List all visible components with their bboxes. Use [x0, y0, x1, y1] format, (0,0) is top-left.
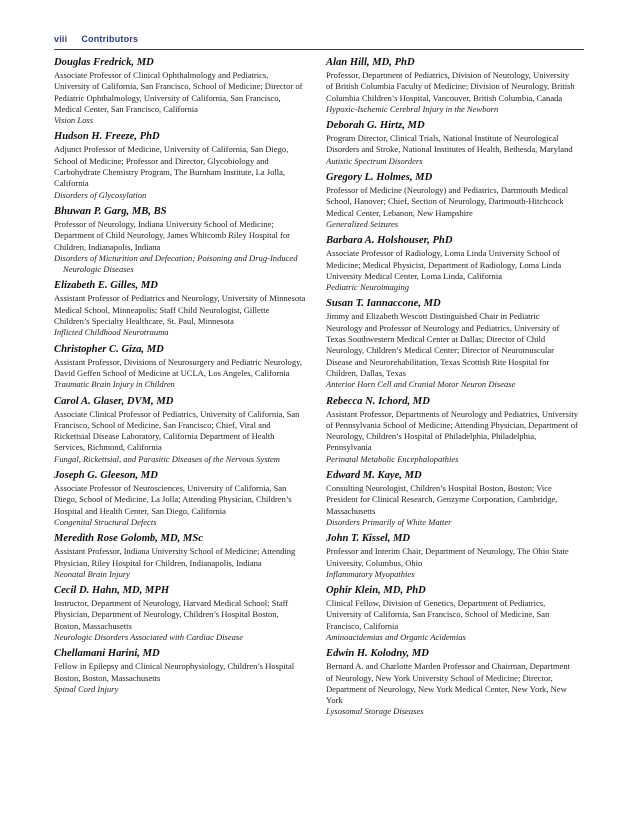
contributor-affiliation: Consulting Neurologist, Children’s Hospital Boston, Boston; Vice President for Clinical Research, Genzyme Corporation, Cambridge, Massachusetts: [326, 483, 558, 516]
contributor-name: Ophir Klein, MD, PhD: [326, 585, 426, 597]
contributor-chapter: Disorders of Glycosylation: [54, 189, 147, 200]
contributor-affiliation: Associate Professor of Radiology, Loma Linda University School of Medicine; Medical Physicist, Department of Radiology, Loma Linda University Medical Center, Loma Linda, California: [326, 248, 562, 281]
contributor-chapter: Inflammatory Myopathies: [326, 568, 415, 579]
contributor-name: Meredith Rose Golomb, MD, MSc: [54, 533, 203, 545]
contributor-chapter: Autistic Spectrum Disorders: [326, 155, 423, 166]
contributor-name: John T. Kissel, MD: [326, 533, 411, 545]
contributor-entry: [54, 56, 306, 126]
contributor-entry: [54, 469, 306, 528]
contributor-name: Cecil D. Hahn, MD, MPH: [54, 585, 170, 597]
contributor-entry: [326, 647, 578, 717]
contributor-entry: [326, 532, 578, 580]
contributor-chapter: Traumatic Brain Injury in Children: [54, 379, 175, 390]
contributor-entry: [326, 584, 578, 643]
contributor-entry: [326, 171, 578, 230]
contributor-chapter: Disorders of Micturition and Defecation; Poisoning and Drug-Induced Neurologic Diseases: [54, 252, 298, 275]
contributor-affiliation: Jimmy and Elizabeth Wescott Distinguished Chair in Pediatric Neurology and Professor of Neurology and Pediatrics, University of Texas Southwestern Medical Center at Dallas; Director of Child Neurology, Children’s Medical Center; Director of Neuromuscular Disease and Neurorehabilitation, Texas Scottish Rite Hospital for Children, Dallas, Texas: [326, 311, 560, 378]
contributor-chapter: Inflicted Childhood Neurotrauma: [54, 327, 169, 338]
contributor-name: Douglas Fredrick, MD: [54, 57, 154, 68]
contributor-chapter: Disorders Primarily of White Matter: [326, 516, 452, 527]
contributor-affiliation: Assistant Professor, Departments of Neurology and Pediatrics, University of Pennsylvania School of Medicine; Attending Physician, Department of Neurology, Children’s Hospital of Philadelphia, Philadelphia, Pennsylvania: [326, 408, 578, 453]
contributor-entry: [326, 395, 578, 465]
contributor-chapter: Generalized Seizures: [326, 218, 399, 229]
contributor-entry: [326, 234, 578, 293]
contributor-name: Hudson H. Freeze, PhD: [54, 131, 160, 143]
contributor-entry: [54, 279, 306, 338]
contributor-name: Joseph G. Gleeson, MD: [54, 470, 158, 482]
contributor-name: Deborah G. Hirtz, MD: [326, 120, 425, 132]
contributor-name: Edwin H. Kolodny, MD: [326, 648, 429, 660]
contributor-affiliation: Assistant Professor of Pediatrics and Neurology, University of Minnesota Medical School, Minneapolis; Staff Child Neurologist, Gillette Children’s Specialty Healthcare, St. Paul, Minnesota: [54, 293, 306, 327]
contributor-affiliation: Professor of Medicine (Neurology) and Pediatrics, Dartmouth Medical School, Hanover; Chief, Section of Neurology, Dartmouth-Hitchcock Medical Center, Lebanon, New Hampshire: [326, 185, 569, 218]
contributor-chapter: Spinal Cord Injury: [54, 683, 119, 694]
contributor-entry: [326, 469, 578, 528]
contributor-entry: [326, 297, 578, 390]
right-column: [326, 56, 578, 722]
contributor-affiliation: Program Director, Clinical Trials, National Institute of Neurological Disorders and Stroke, National Institutes of Health, Bethesda, Maryland: [326, 133, 573, 155]
contributor-entry: [54, 532, 306, 580]
contributor-affiliation: Professor and Interim Chair, Department of Neurology, The Ohio State University, Columbus, Ohio: [326, 546, 569, 568]
contributor-chapter: Neurologic Disorders Associated with Cardiac Disease: [54, 631, 244, 642]
contributor-affiliation: Professor of Neurology, Indiana University School of Medicine; Department of Child Neurology, James Whitcomb Riley Hospital for Children, Indianapolis, Indiana: [54, 218, 290, 252]
contributor-chapter: Neonatal Brain Injury: [54, 568, 130, 579]
contributor-name: Barbara A. Holshouser, PhD: [326, 235, 453, 247]
contributor-chapter: Aminoacidemias and Organic Acidemias: [326, 631, 466, 642]
contributor-affiliation: Fellow in Epilepsy and Clinical Neurophysiology, Children’s Hospital Boston, Boston, Massachusetts: [54, 661, 295, 683]
contributor-entry: [326, 56, 578, 115]
contributor-name: Rebecca N. Ichord, MD: [326, 395, 430, 407]
contributor-affiliation: Clinical Fellow, Division of Genetics, Department of Pediatrics, University of California, San Francisco, School of Medicine, San Francisco, California: [326, 598, 550, 631]
contributor-affiliation: Bernard A. and Charlotte Marden Professor and Chairman, Department of Neurology, New York University School of Medicine; Director, Department of Neurology, New York Medical Center, New York, New York: [326, 661, 570, 706]
contributor-name: Alan Hill, MD, PhD: [326, 57, 415, 68]
contributor-affiliation: Associate Professor of Neurosciences, University of California, San Diego, School of Medicine, La Jolla; Attending Physician, Children’s Hospital and Health Center, San Diego, California: [54, 483, 292, 516]
contributor-chapter: Congenital Structural Defects: [54, 516, 157, 527]
contributor-entry: [54, 343, 306, 391]
contributor-entry: [54, 130, 306, 200]
contributor-affiliation: Associate Clinical Professor of Pediatrics, University of California, San Francisco, School of Medicine, San Francisco; Chief, Viral and Rickettsial Disease Laboratory, California Department of Health Services, Richmond, California: [54, 408, 300, 453]
contributor-chapter: Hypoxic-Ischemic Cerebral Injury in the Newborn: [326, 103, 499, 114]
contributor-name: Elizabeth E. Gilles, MD: [54, 280, 158, 292]
contributor-affiliation: Professor, Department of Pediatrics, Division of Neurology, University of British Columbia Faculty of Medicine; Division of Neurology, British Columbia Children’s Hospital, Vancouver, British Columbia, Canada: [326, 70, 575, 103]
contributor-affiliation: Assistant Professor, Divisions of Neurosurgery and Pediatric Neurology, David Geffen School of Medicine at UCLA, Los Angeles, California: [54, 356, 302, 378]
contributor-name: Bhuwan P. Garg, MB, BS: [54, 205, 167, 217]
contributor-entry: [326, 119, 578, 167]
contributor-chapter: Pediatric Neuroimaging: [326, 282, 410, 293]
contributor-chapter: Fungal, Rickettsial, and Parasitic Diseases of the Nervous System: [54, 453, 280, 464]
contributor-entry: [54, 205, 306, 275]
running-header: [54, 34, 138, 44]
contributor-chapter: Vision Loss: [54, 115, 94, 126]
contributor-affiliation: Instructor, Department of Neurology, Harvard Medical School; Staff Physician, Department of Neurology, Children’s Hospital Boston, Boston, Massachusetts: [54, 598, 289, 631]
contributor-entry: [54, 647, 306, 695]
contributor-name: Gregory L. Holmes, MD: [326, 172, 433, 184]
contributor-name: Susan T. Iannaccone, MD: [326, 298, 441, 310]
contributor-entry: [54, 395, 306, 465]
contributor-name: Edward M. Kaye, MD: [326, 470, 422, 482]
contributor-affiliation: Assistant Professor, Indiana University School of Medicine; Attending Physician, Riley Hospital for Children, Indianapolis, Indiana: [54, 546, 296, 568]
section-title: Contributors: [81, 34, 139, 44]
contributor-name: Christopher C. Giza, MD: [54, 343, 164, 355]
contributor-name: Carol A. Glaser, DVM, MD: [54, 395, 174, 407]
contributor-name: Chellamani Harini, MD: [54, 648, 160, 660]
contributor-chapter: Lysosomal Storage Diseases: [326, 706, 424, 717]
contributor-chapter: Anterior Horn Cell and Cranial Motor Neuron Disease: [326, 379, 516, 390]
contributor-affiliation: Adjunct Professor of Medicine, University of California, San Diego, School of Medicine; Professor and Director, Glycobiology and Carbohydrate Chemistry Program, The Burnham Institute, La Jolla, California: [54, 144, 289, 189]
page-number: viii: [54, 34, 68, 44]
header-rule: [54, 49, 584, 50]
contributor-chapter: Perinatal Metabolic Encephalopathies: [326, 453, 459, 464]
left-column: [54, 56, 306, 699]
contributor-affiliation: Associate Professor of Clinical Ophthalmology and Pediatrics, University of California, San Francisco, School of Medicine; Director of Pediatric Ophthalmology, University of California, San Francisco, Medical Center, San Francisco, California: [54, 70, 303, 114]
contributor-entry: [54, 584, 306, 643]
